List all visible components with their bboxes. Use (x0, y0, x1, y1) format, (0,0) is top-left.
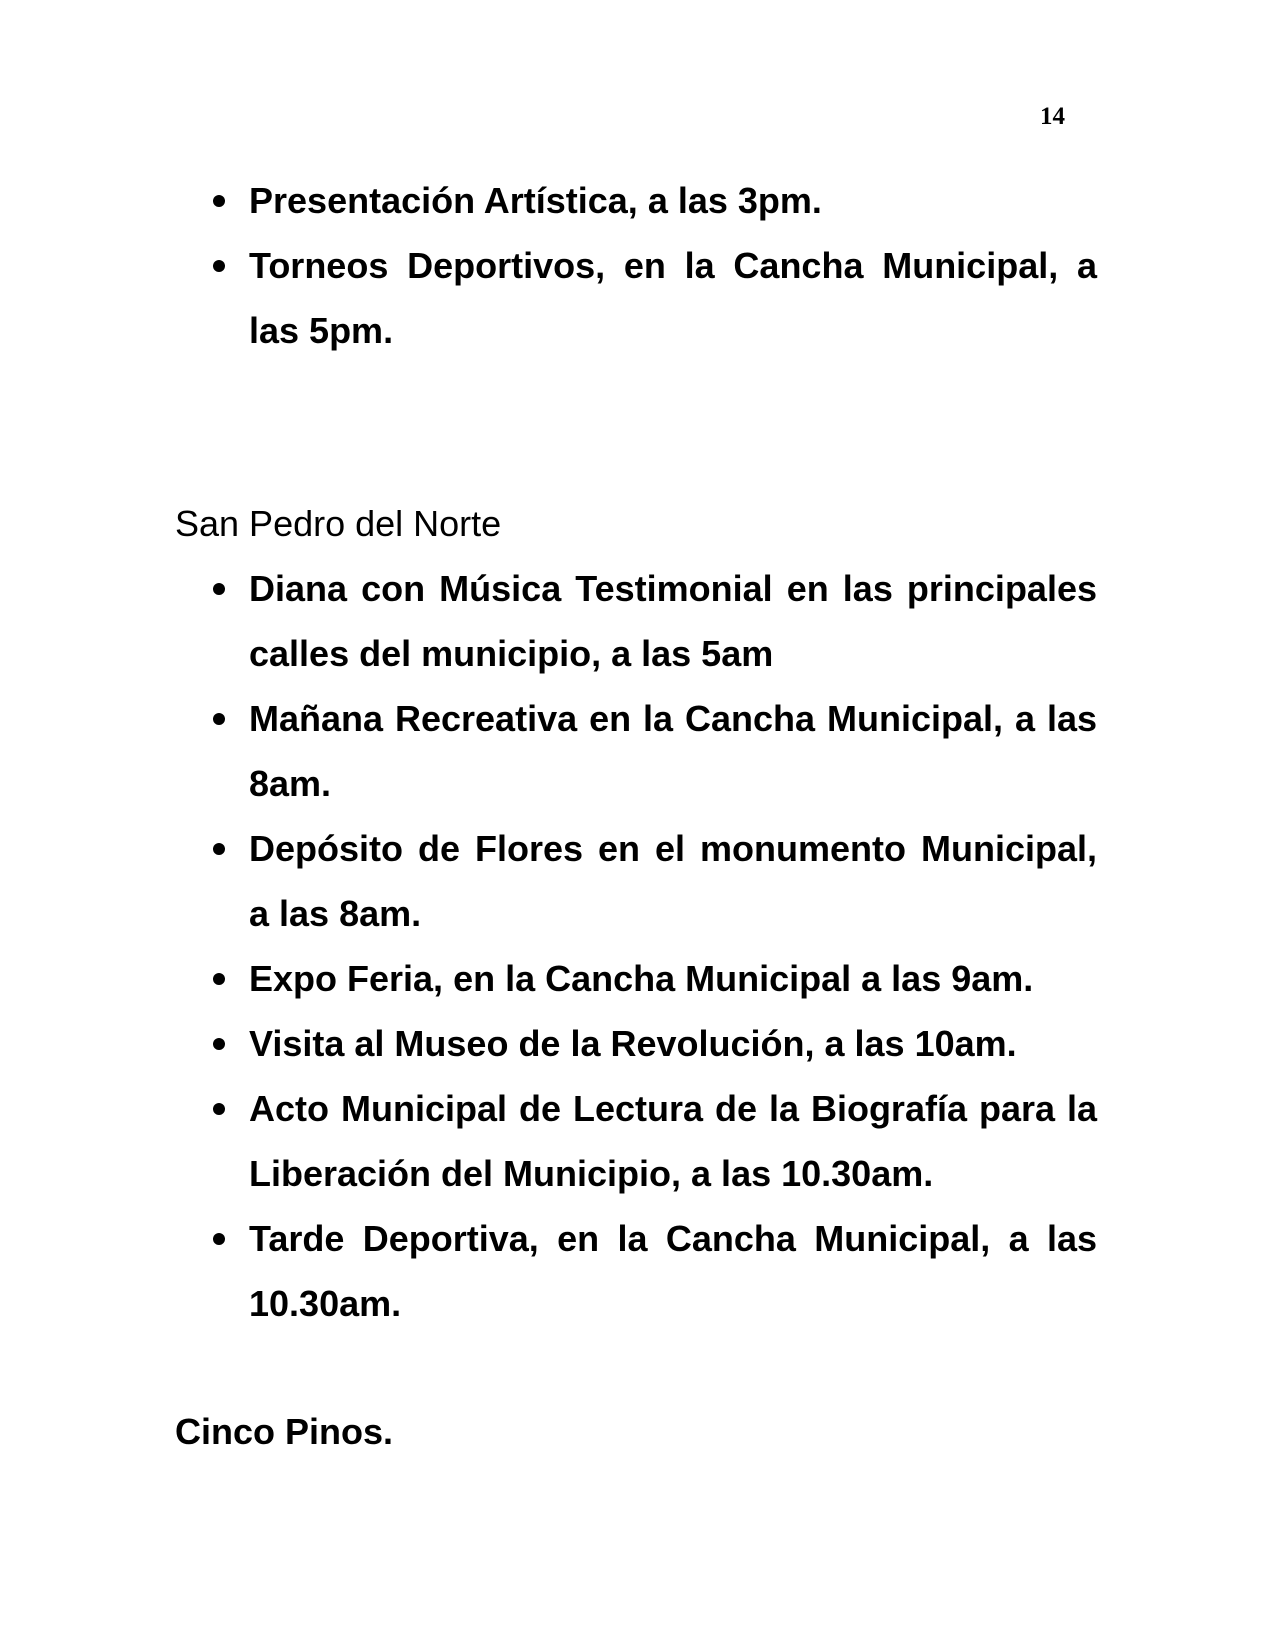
list-item-text: Mañana Recreativa en la Cancha Municipal, a las 8am. (249, 698, 1097, 804)
section-heading-san-pedro: San Pedro del Norte (175, 503, 502, 544)
first-event-list (175, 168, 1097, 363)
bullet-icon (213, 260, 225, 272)
bullet-icon (213, 713, 225, 725)
list-item (249, 946, 1097, 1011)
bullet-icon (213, 1103, 225, 1115)
section-heading-cinco-pinos: Cinco Pinos. (175, 1411, 394, 1452)
bullet-icon (213, 973, 225, 985)
list-item-text: Visita al Museo de la Revolución, a las 10am. (249, 1023, 1017, 1064)
bullet-icon (213, 1038, 225, 1050)
bullet-icon (213, 843, 225, 855)
list-item-text: Expo Feria, en la Cancha Municipal a las 9am. (249, 958, 1034, 999)
list-item-text: Depósito de Flores en el monumento Municipal, a las 8am. (249, 828, 1097, 934)
list-item (249, 686, 1097, 816)
list-item-text: Presentación Artística, a las 3pm. (249, 180, 822, 221)
document-body (175, 168, 1097, 1464)
list-item (249, 556, 1097, 686)
list-item (249, 816, 1097, 946)
bullet-icon (213, 583, 225, 595)
list-item (249, 168, 1097, 233)
section-spacer (175, 363, 1097, 491)
bullet-icon (213, 195, 225, 207)
san-pedro-event-list (175, 556, 1097, 1336)
list-item-text: Diana con Música Testimonial en las principales calles del municipio, a las 5am (249, 568, 1097, 674)
list-item-text: Tarde Deportiva, en la Cancha Municipal, a las 10.30am. (249, 1218, 1097, 1324)
list-item (249, 1076, 1097, 1206)
bullet-icon (213, 1233, 225, 1245)
list-item (249, 1011, 1097, 1076)
list-item (249, 1206, 1097, 1336)
list-item-text: Acto Municipal de Lectura de la Biografía para la Liberación del Municipio, a las 10.30am. (249, 1088, 1097, 1194)
section-spacer (175, 1336, 1097, 1399)
list-item (249, 233, 1097, 363)
list-item-text: Torneos Deportivos, en la Cancha Municipal, a las 5pm. (249, 245, 1097, 351)
page-number: 14 (1040, 103, 1065, 130)
